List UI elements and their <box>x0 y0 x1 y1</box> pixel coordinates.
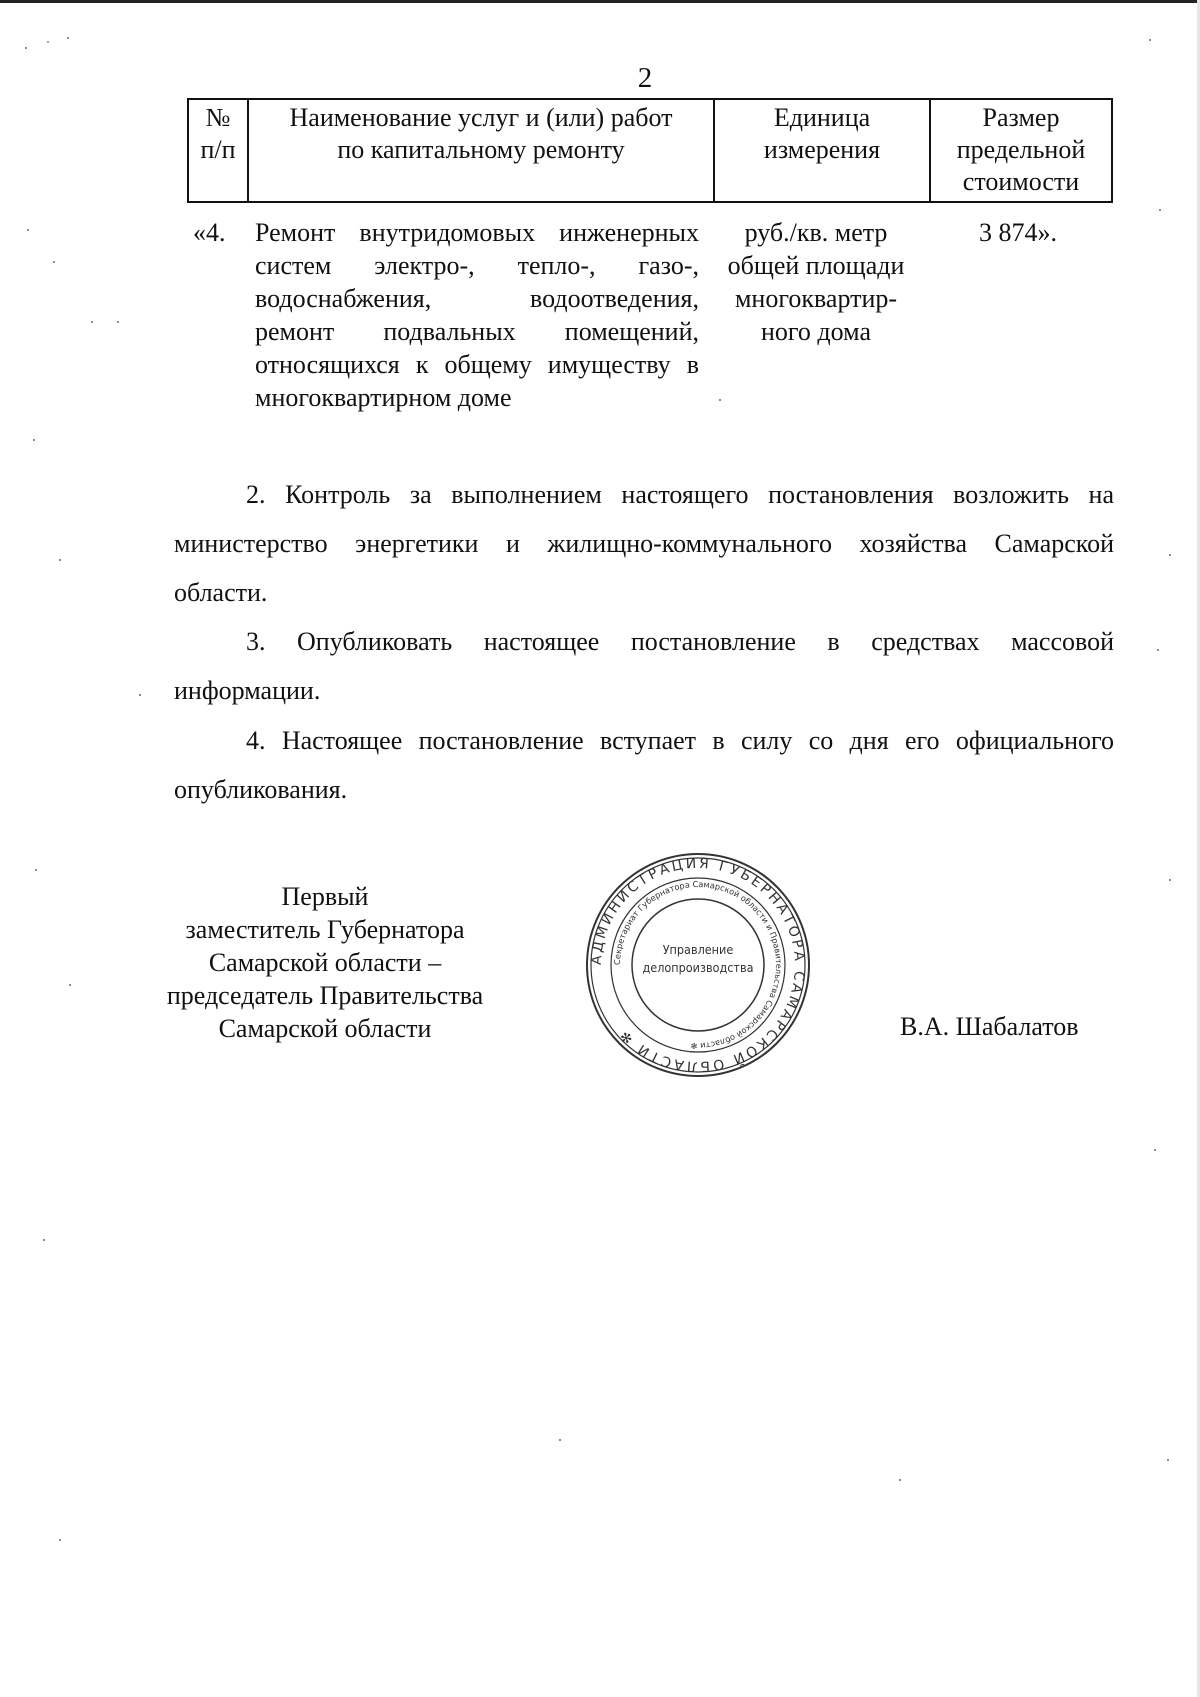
paragraph-control <box>174 470 1114 617</box>
header-line: стоимости <box>962 167 1080 196</box>
stamp-center-line: Управление <box>662 942 734 957</box>
row-unit-line: многоквартир- <box>734 284 898 313</box>
stamp-inner-text: Секретариат Губернатора Самарской области и Правительства Самарской области ✻ <box>611 878 785 1052</box>
paragraph-line: министерство энергетики и жилищно-коммунального хозяйства Самарской <box>174 529 1114 558</box>
row-unit-line: общей площади <box>727 251 905 280</box>
stamp-outer-text: АДМИНИСТРАЦИЯ ГУБЕРНАТОРА САМАРСКОЙ ОБЛАСТИ ✻ <box>588 855 808 1075</box>
official-stamp <box>583 850 813 1080</box>
header-number <box>188 99 248 202</box>
paragraph-line: 3. Опубликовать настоящее постановление в средствах массовой <box>246 627 1114 656</box>
signer-title <box>150 880 500 1045</box>
paragraph-line: опубликования. <box>174 775 348 804</box>
header-line: № <box>205 103 231 132</box>
signer-title-line: заместитель Губернатора <box>185 915 465 944</box>
row-unit-line: ного дома <box>761 317 871 346</box>
row-name-line: Ремонт внутридомовых инженерных <box>255 218 699 247</box>
row-name-line: систем электро-, тепло-, газо-, <box>255 251 699 280</box>
table-header-row <box>188 99 1112 202</box>
signer-title-line: Самарской области – <box>208 948 442 977</box>
paragraph-line: области. <box>174 578 268 607</box>
row-number: «4. <box>193 218 226 247</box>
scan-border-top <box>0 0 1200 3</box>
header-line: по капитальному ремонту <box>337 135 625 164</box>
signer-title-line: председатель Правительства <box>166 981 484 1010</box>
signer-title-line: Первый <box>281 882 369 911</box>
header-service-name <box>248 99 714 202</box>
row-name-line: многоквартирном доме <box>255 383 512 412</box>
header-line: предельной <box>956 135 1086 164</box>
header-line: измерения <box>763 135 881 164</box>
signer-title-line: Самарской области <box>218 1014 432 1043</box>
row-unit-line: руб./кв. метр <box>744 218 888 247</box>
row-value: 3 874». <box>979 218 1057 247</box>
row-service-name <box>255 216 699 414</box>
header-line: п/п <box>200 135 236 164</box>
header-line: Единица <box>773 103 871 132</box>
paragraph-line: 2. Контроль за выполнением настоящего постановления возложить на <box>246 480 1114 509</box>
header-line: Размер <box>982 103 1060 132</box>
cost-table-header <box>187 98 1113 203</box>
stamp-center-line: делопроизводства <box>642 960 754 975</box>
row-name-line: водоснабжения, водоотведения, <box>255 284 699 313</box>
row-unit <box>710 216 922 348</box>
paragraph-line: информации. <box>174 676 321 705</box>
header-unit <box>714 99 930 202</box>
paragraph-line: 4. Настоящее постановление вступает в силу со дня его официального <box>246 726 1114 755</box>
row-name-line: ремонт подвальных помещений, <box>255 317 699 346</box>
header-max-cost <box>930 99 1112 202</box>
page-number: 2 <box>637 62 653 94</box>
header-line: Наименование услуг и (или) работ <box>289 103 673 132</box>
paragraph-publish <box>174 617 1114 715</box>
paragraph-effect <box>174 716 1114 814</box>
signer-name: В.А. Шабалатов <box>900 1012 1079 1041</box>
row-name-line: относящихся к общему имуществу в <box>255 350 699 379</box>
